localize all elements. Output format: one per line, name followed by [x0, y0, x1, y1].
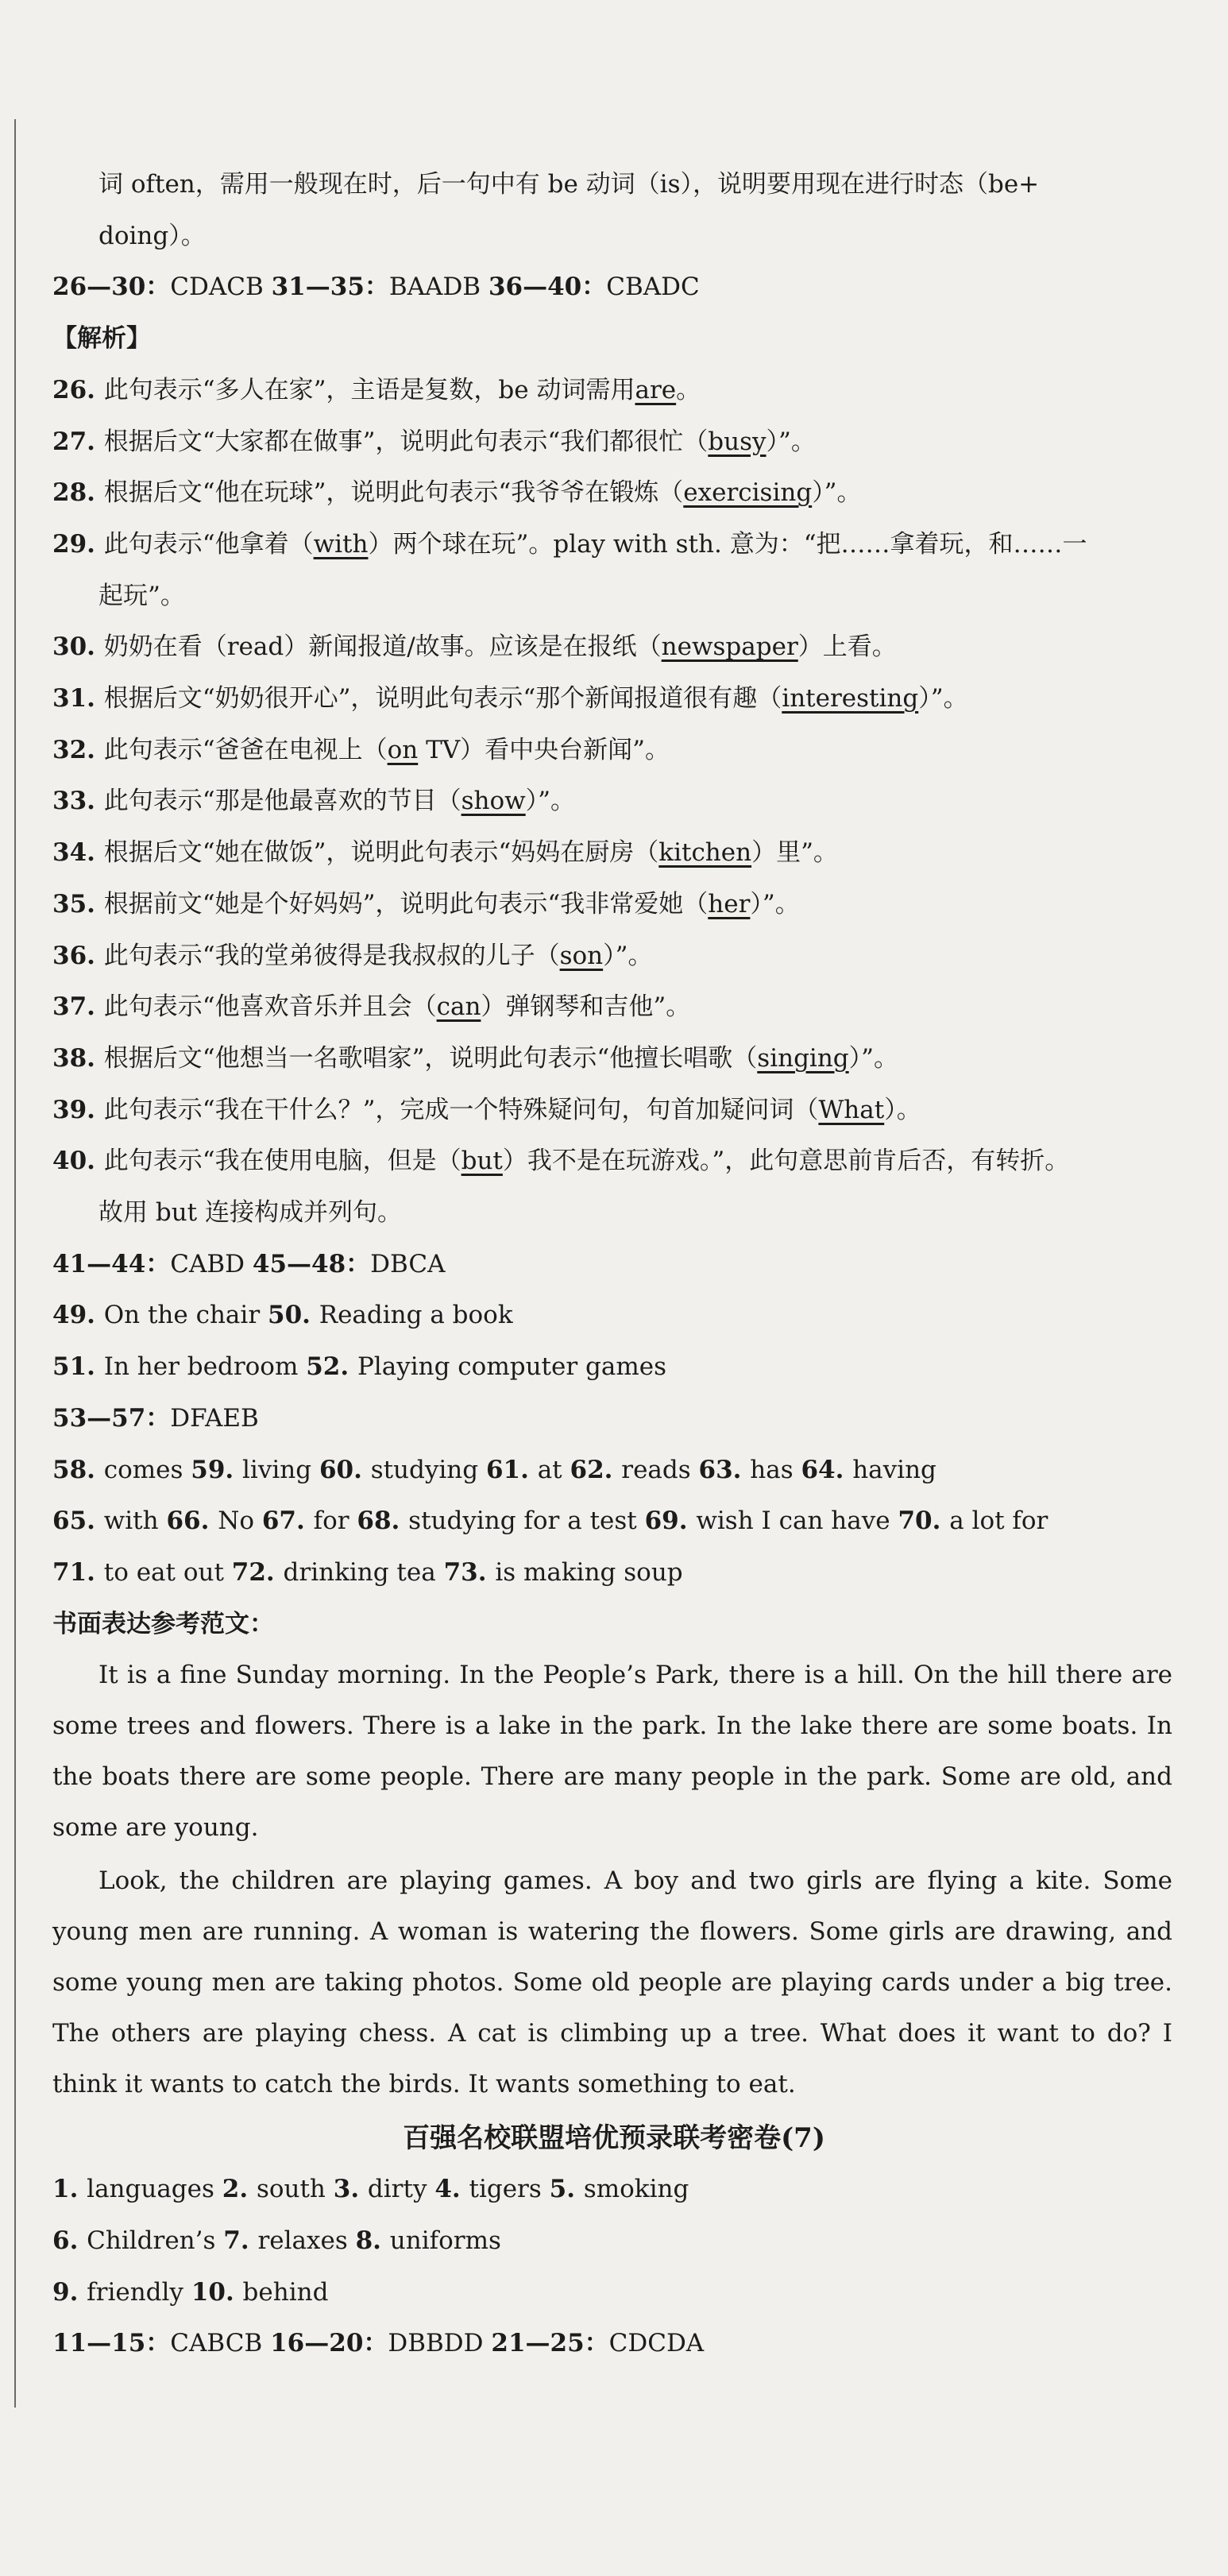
answer-number: 49.: [52, 1301, 104, 1330]
item-text: ）”。: [603, 941, 653, 970]
answer-number: 51.: [52, 1352, 104, 1382]
item-text: 故用 but 连接构成并列句。: [98, 1198, 402, 1227]
item-text: 根据后文“奶奶很开心”，说明此句表示“那个新闻报道很有趣（: [103, 684, 782, 713]
answers-53-57: [52, 1402, 259, 1434]
answer-number: 8.: [355, 2226, 390, 2255]
item-number: 37.: [52, 992, 104, 1022]
answer-number: 69.: [644, 1507, 697, 1536]
answer-number: 60.: [319, 1455, 371, 1484]
group-label: 16—20：: [270, 2329, 388, 2358]
section-title: 百强名校联盟培优预录联考密卷(7): [403, 2122, 825, 2154]
item-text: 起玩”。: [98, 581, 185, 610]
answers-row: [52, 1299, 513, 1331]
analysis-item: [52, 374, 701, 406]
item-answer: exercising: [683, 478, 813, 508]
item-answer: busy: [708, 427, 767, 456]
item-text: TV）看中央台新闻”。: [418, 735, 670, 764]
analysis-item: [52, 426, 816, 458]
answer-number: 5.: [549, 2175, 584, 2204]
answer-number: 6.: [52, 2226, 87, 2255]
item-number: 30.: [52, 632, 104, 662]
intro-text: 词 often，需用一般现在时，后一句中有 be 动词（is），说明要用现在进行时态（be+: [98, 170, 1040, 199]
answers-11-25: [52, 2327, 704, 2359]
item-text: 根据后文“大家都在做事”，说明此句表示“我们都很忙（: [103, 427, 709, 456]
answer-number: 52.: [306, 1352, 357, 1382]
group-value: DBCA: [370, 1249, 446, 1278]
answer-text: studying for a test: [408, 1507, 637, 1536]
analysis-item: [52, 477, 862, 509]
group-label: 53—57：: [52, 1403, 171, 1433]
answer-text: uniforms: [389, 2226, 501, 2255]
answer-text: friendly: [87, 2277, 183, 2307]
item-number: 34.: [52, 838, 104, 868]
group-value: DBBDD: [388, 2329, 484, 2358]
answer-text: for: [313, 1507, 349, 1536]
item-number: 38.: [52, 1043, 104, 1073]
item-answer: on: [387, 735, 419, 764]
item-number: 33.: [52, 787, 104, 816]
analysis-item: [52, 631, 897, 663]
answer-number: 72.: [231, 1557, 284, 1587]
analysis-item-cont: [98, 1197, 402, 1228]
answers-26-40: [52, 271, 700, 303]
answer-text: wish I can have: [696, 1507, 890, 1536]
analysis-item: [52, 528, 1087, 560]
section7-row: [52, 2276, 328, 2308]
item-answer: can: [436, 992, 481, 1022]
item-answer: are: [635, 375, 677, 404]
answer-text: Children’s: [87, 2226, 216, 2255]
answer-text: dirty: [367, 2175, 427, 2204]
answers-41-48: [52, 1248, 446, 1280]
group-value: BAADB: [388, 273, 481, 302]
intro-text: doing）。: [98, 221, 206, 250]
answer-number: 66.: [166, 1507, 218, 1536]
answers-row: [52, 1505, 1048, 1537]
analysis-heading: [52, 323, 151, 354]
analysis-item-cont: [98, 580, 185, 612]
answer-number: 3.: [333, 2175, 368, 2204]
item-text: 此句表示“他喜欢音乐并且会（: [103, 992, 437, 1022]
group-value: CABD: [170, 1249, 245, 1278]
item-text: 此句表示“多人在家”，主语是复数，be 动词需用: [103, 375, 635, 404]
answer-text: is making soup: [495, 1557, 683, 1587]
item-answer: with: [313, 529, 369, 559]
item-text: ）”。: [918, 684, 968, 713]
item-text: 。: [676, 375, 701, 404]
analysis-item: [52, 837, 838, 868]
answer-number: 71.: [52, 1557, 104, 1587]
essay-heading-text: 书面表达参考范文：: [52, 1609, 274, 1638]
answer-number: 67.: [261, 1507, 314, 1536]
answer-text: comes: [103, 1455, 183, 1484]
item-text: ）”。: [750, 889, 800, 919]
essay-text: Look, the children are playing games. A boy and two girls are flying a kite. Some young men are running. A woman is watering the flowers. Some girls are drawing, and some young men are taking photos. Some old people are playing cards under a big tree. The others are playing chess. A cat is climbing up a tree. What does it want to do? I think it wants to catch the birds. It wants something to eat.: [52, 1866, 1172, 2099]
group-value: CDCDA: [608, 2329, 705, 2358]
group-label: 45—48：: [252, 1249, 371, 1278]
item-text: 奶奶在看（read）新闻报道/故事。应该是在报纸（: [103, 632, 662, 662]
item-number: 40.: [52, 1147, 104, 1176]
group-value: CABCB: [170, 2329, 263, 2358]
answer-number: 1.: [52, 2175, 87, 2204]
answer-number: 62.: [570, 1455, 622, 1484]
analysis-heading-text: 【解析】: [52, 324, 151, 354]
answer-number: 9.: [52, 2277, 87, 2307]
essay-heading: [52, 1608, 274, 1640]
analysis-item: [52, 940, 653, 972]
item-text: ）”。: [766, 427, 816, 456]
answer-number: 61.: [485, 1455, 538, 1484]
item-text: ）我不是在玩游戏。”，此句意思前肯后否，有转折。: [502, 1147, 1070, 1176]
item-number: 32.: [52, 735, 104, 764]
answer-number: 59.: [191, 1455, 243, 1484]
analysis-item: [52, 1094, 921, 1126]
analysis-item: [52, 734, 670, 766]
answer-number: 58.: [52, 1455, 104, 1484]
item-text: ）”。: [525, 787, 576, 816]
answer-number: 68.: [357, 1507, 409, 1536]
answer-text: Playing computer games: [357, 1352, 666, 1382]
item-text: 根据后文“他在玩球”，说明此句表示“我爷爷在锻炼（: [103, 478, 684, 508]
analysis-item: [52, 1042, 898, 1074]
answer-text: No: [218, 1507, 254, 1536]
analysis-item: [52, 888, 800, 920]
group-label: 36—40：: [488, 273, 607, 302]
item-text: 根据前文“她是个好妈妈”，说明此句表示“我非常爱她（: [103, 889, 709, 919]
item-number: 36.: [52, 941, 104, 970]
item-answer: son: [559, 941, 604, 970]
answer-number: 70.: [898, 1507, 950, 1536]
item-answer: What: [818, 1095, 885, 1124]
item-text: 此句表示“他拿着（: [103, 529, 314, 559]
answer-number: 7.: [223, 2226, 258, 2255]
answer-text: smoking: [583, 2175, 689, 2204]
group-value: DFAEB: [170, 1403, 259, 1433]
answer-text: having: [852, 1455, 936, 1484]
item-text: ）。: [884, 1095, 921, 1124]
item-text: ）弹钢琴和吉他”。: [481, 992, 691, 1022]
item-text: ）两个球在玩”。play with sth. 意为：“把……拿着玩，和……一: [368, 529, 1087, 559]
answers-row: [52, 1557, 683, 1588]
section7-row: [52, 2225, 501, 2257]
item-number: 35.: [52, 889, 104, 919]
item-answer: but: [461, 1147, 503, 1176]
answer-text: to eat out: [103, 1557, 224, 1587]
answer-number: 2.: [222, 2175, 257, 2204]
essay-paragraph: [52, 1855, 1172, 2110]
answer-text: with: [103, 1507, 159, 1536]
item-number: 39.: [52, 1095, 104, 1124]
analysis-item: [52, 991, 690, 1023]
item-text: ）上看。: [797, 632, 897, 662]
group-label: 11—15：: [52, 2329, 171, 2358]
answer-number: 4.: [434, 2175, 469, 2204]
essay-text: It is a fine Sunday morning. In the People’s Park, there is a hill. On the hill there are some trees and flowers. There is a lake in the park. In the lake there are some boats. In the boats there are some people. There are many people in the park. Some are old, and some are young.: [52, 1661, 1172, 1843]
item-answer: singing: [757, 1043, 849, 1073]
answer-number: 63.: [698, 1455, 751, 1484]
answer-number: 64.: [801, 1455, 853, 1484]
answer-text: south: [256, 2175, 326, 2204]
item-text: ）”。: [848, 1043, 898, 1073]
answer-text: drinking tea: [283, 1557, 436, 1587]
item-text: 此句表示“那是他最喜欢的节目（: [103, 787, 461, 816]
group-label: 21—25：: [491, 2329, 609, 2358]
item-text: 此句表示“爸爸在电视上（: [103, 735, 388, 764]
answer-text: On the chair: [103, 1301, 261, 1330]
group-value: CBADC: [606, 273, 700, 302]
item-text: 此句表示“我在干什么？”，完成一个特殊疑问句，句首加疑问词（: [103, 1095, 819, 1124]
item-number: 31.: [52, 684, 104, 713]
answer-text: has: [750, 1455, 794, 1484]
answer-number: 50.: [268, 1301, 319, 1330]
essay-paragraph: [52, 1650, 1172, 1853]
answer-text: In her bedroom: [103, 1352, 299, 1382]
group-label: 31—35：: [271, 273, 389, 302]
answer-text: relaxes: [257, 2226, 348, 2255]
analysis-item: [52, 683, 968, 714]
item-number: 27.: [52, 427, 104, 456]
item-number: 28.: [52, 478, 104, 508]
group-label: 26—30：: [52, 273, 171, 302]
answer-text: living: [242, 1455, 312, 1484]
answer-number: 65.: [52, 1507, 104, 1536]
group-label: 41—44：: [52, 1249, 171, 1278]
answer-text: a lot for: [949, 1507, 1048, 1536]
margin-rule: [14, 119, 16, 2408]
item-answer: kitchen: [658, 838, 752, 868]
item-answer: show: [461, 787, 526, 816]
answer-number: 73.: [443, 1557, 496, 1587]
intro-line-2: [98, 220, 206, 252]
item-text: 此句表示“我在使用电脑，但是（: [103, 1147, 461, 1176]
item-answer: her: [708, 889, 751, 919]
group-value: CDACB: [170, 273, 264, 302]
item-number: 26.: [52, 375, 104, 404]
answer-text: at: [537, 1455, 562, 1484]
analysis-item: [52, 785, 575, 817]
item-number: 29.: [52, 529, 104, 559]
answer-text: tigers: [469, 2175, 542, 2204]
answer-text: behind: [242, 2277, 329, 2307]
answer-text: studying: [370, 1455, 479, 1484]
answer-text: reads: [621, 1455, 691, 1484]
item-text: 根据后文“他想当一名歌唱家”，说明此句表示“他擅长唱歌（: [103, 1043, 758, 1073]
section7-row: [52, 2173, 689, 2205]
answer-text: Reading a book: [319, 1301, 513, 1330]
analysis-item: [52, 1145, 1069, 1177]
intro-line-1: [98, 168, 1039, 200]
item-text: 此句表示“我的堂弟彼得是我叔叔的儿子（: [103, 941, 560, 970]
item-text: ）里”。: [751, 838, 838, 868]
answers-row: [52, 1351, 666, 1383]
answer-number: 10.: [191, 2277, 243, 2307]
item-text: 根据后文“她在做饭”，说明此句表示“妈妈在厨房（: [103, 838, 659, 868]
item-answer: newspaper: [661, 632, 798, 662]
answers-row: [52, 1454, 936, 1486]
item-answer: interesting: [782, 684, 919, 713]
item-text: ）”。: [812, 478, 862, 508]
answer-text: languages: [87, 2175, 214, 2204]
